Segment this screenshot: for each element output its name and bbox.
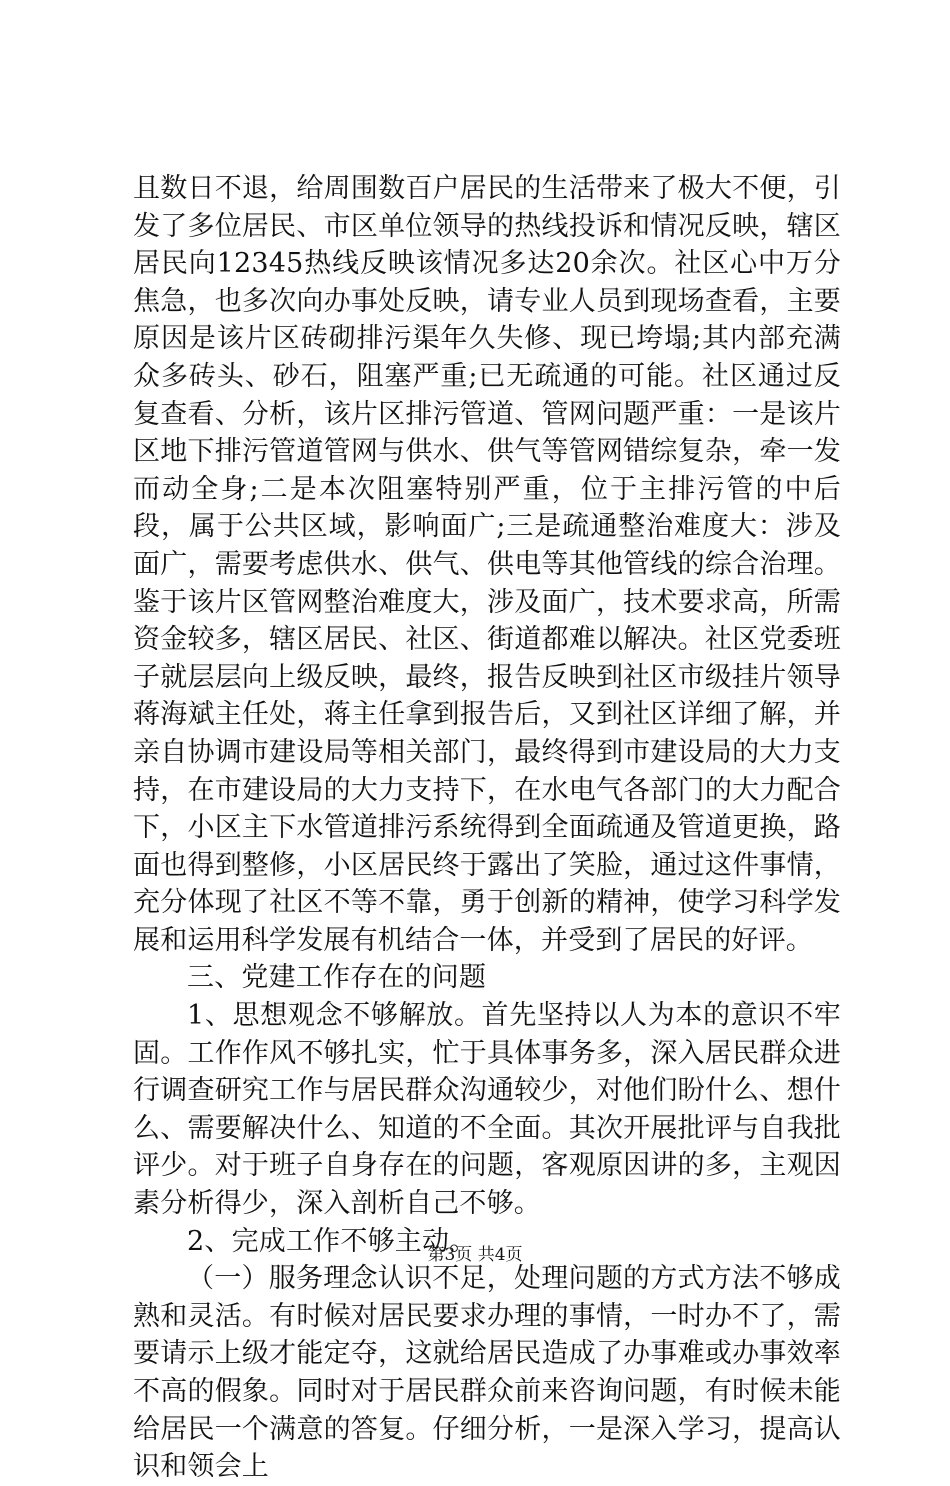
page-number: 第3页 共4页	[427, 1245, 523, 1265]
section-heading: 三、党建工作存在的问题	[187, 962, 487, 994]
paragraph-subitem-1: （一）服务理念认识不足，处理问题的方式方法不够成熟和灵活。有时候对居民要求办理的事情，一时办不了，需要请示上级才能定夺，这就给居民造成了办事难或办事效率不高的假象。同时对于居民群众前来咨询问题，有时候未能给居民一个满意的答复。仔细分析，一是深入学习，提高认识和领会上	[133, 1263, 841, 1483]
paragraph-continuation: 且数日不退，给周围数百户居民的生活带来了极大不便，引发了多位居民、市区单位领导的热线投诉和情况反映，辖区居民向12345热线反映该情况多达20余次。社区心中万分焦急，也多次向办事处反映，请专业人员到现场查看，主要原因是该片区砖砌排污渠年久失修、现已垮塌;其内部充满众多砖头、砂石，阻塞严重;已无疏通的可能。社区通过反复查看、分析，该片区排污管道、管网问题严重：一是该片区地下排污管道管网与供水、供气等管网错综复杂，牵一发而动全身;二是本次阻塞特别严重，位于主排污管的中后段，属于公共区域，影响面广;三是疏通整治难度大：涉及面广，需要考虑供水、供气、供电等其他管线的综合治理。鉴于该片区管网整治难度大，涉及面广，技术要求高，所需资金较多，辖区居民、社区、街道都难以解决。社区党委班子就层层向上级反映，最终，报告反映到社区市级挂片领导蒋海斌主任处，蒋主任拿到报告后，又到社区详细了解，并亲自协调市建设局等相关部门，最终得到市建设局的大力支持，在市建设局的大力支持下，在水电气各部门的大力配合下，小区主下水管道排污系统得到全面疏通及管道更换，路面也得到整修，小区居民终于露出了笑脸，通过这件事情，充分体现了社区不等不靠，勇于创新的精神，使学习科学发展和运用科学发展有机结合一体，并受到了居民的好评。	[133, 173, 841, 956]
document-body	[133, 170, 841, 1486]
paragraph-item-2: 2、完成工作不够主动。	[187, 1225, 477, 1257]
page-footer	[0, 1244, 950, 1266]
paragraph-item-1: 1、思想观念不够解放。首先坚持以人为本的意识不牢固。工作作风不够扎实，忙于具体事务多，深入居民群众进行调查研究工作与居民群众沟通较少，对他们盼什么、想什么、需要解决什么、知道的不全面。其次开展批评与自我批评少。对于班子自身存在的问题，客观原因讲的多，主观因素分析得少，深入剖析自己不够。	[133, 1000, 841, 1220]
